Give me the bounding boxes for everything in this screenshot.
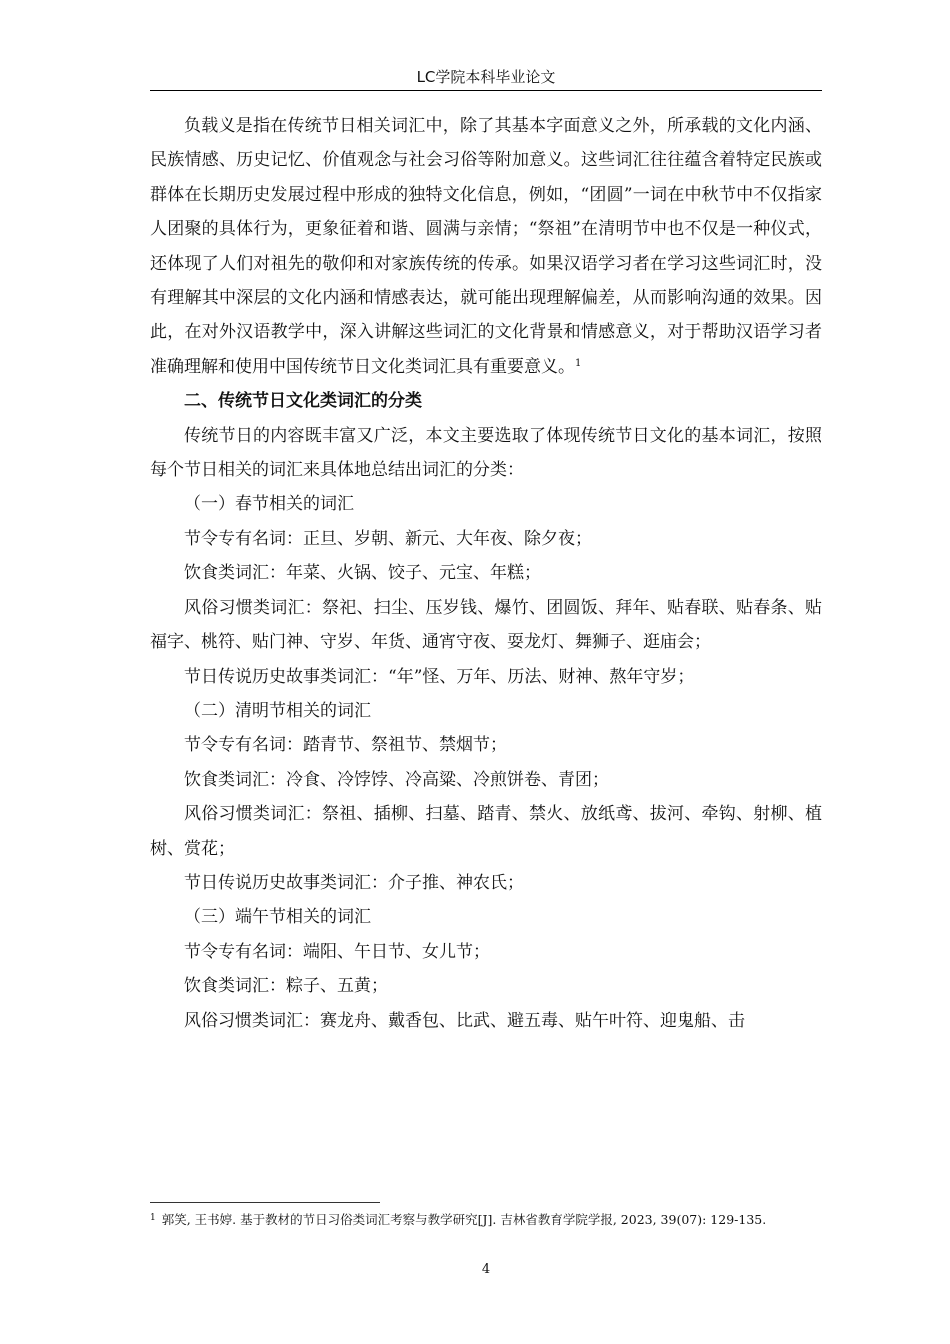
duanwu-names: 节令专有名词：端阳、午日节、女儿节； <box>184 941 490 962</box>
footnote-number: 1 <box>150 1213 156 1223</box>
duanwu-food: 饮食类词汇：粽子、五黄； <box>184 976 388 997</box>
main-content <box>150 109 822 1038</box>
page-number: 4 <box>481 1262 491 1277</box>
section-heading: 二、传统节日文化类词汇的分类 <box>184 391 422 412</box>
duanwu-customs: 风俗习惯类词汇：赛龙舟、戴香包、比武、避五毒、贴午叶符、迎鬼船、击 <box>184 1010 745 1031</box>
subsection-title-qingming: （二）清明节相关的词汇 <box>184 700 371 721</box>
header-rule <box>150 90 822 91</box>
intro-paragraph: 传统节日的内容既丰富又广泛，本文主要选取了体现传统节日文化的基本词汇，按照每个节日相关的词汇来具体地总结出词汇的分类： <box>150 425 822 481</box>
footnote-reference[interactable]: 1 <box>575 357 582 369</box>
running-header: LC学院本科毕业论文 <box>416 68 556 86</box>
footnote <box>150 1212 830 1228</box>
qingming-legends: 节日传说历史故事类词汇：介子推、神农氏； <box>184 872 524 893</box>
spring-customs: 风俗习惯类词汇：祭祀、扫尘、压岁钱、爆竹、团圆饭、拜年、贴春联、贴春条、贴福字、桃符、贴门神、守岁、年货、通宵守夜、耍龙灯、舞狮子、逛庙会； <box>150 597 822 653</box>
footnote-text: 郭笑, 王书婷. 基于教材的节日习俗类词汇考察与教学研究[J]. 吉林省教育学院学报, 2023, 39(07): 129-135. <box>161 1212 767 1227</box>
paragraph-load-meaning <box>150 109 822 384</box>
spring-names: 节令专有名词：正旦、岁朝、新元、大年夜、除夕夜； <box>184 528 592 549</box>
footnote-rule <box>150 1202 380 1203</box>
paragraph-text: 负载义是指在传统节日相关词汇中，除了其基本字面意义之外，所承载的文化内涵、民族情感、历史记忆、价值观念与社会习俗等附加意义。这些词汇往往蕴含着特定民族或群体在长期历史发展过程中形成的独特文化信息，例如，“团圆”一词在中秋节中不仅指家人团聚的具体行为，更象征着和谐、圆满与亲情；“祭祖”在清明节中也不仅是一种仪式，还体现了人们对祖先的敬仰和对家族传统的传承。如果汉语学习者在学习这些词汇时，没有理解其中深层的文化内涵和情感表达，就可能出现理解偏差，从而影响沟通的效果。因此，在对外汉语教学中，深入讲解这些词汇的文化背景和情感意义，对于帮助汉语学习者准确理解和使用中国传统节日文化类词汇具有重要意义。 <box>150 116 822 377</box>
subsection-title-spring: （一）春节相关的词汇 <box>184 494 354 515</box>
spring-legends: 节日传说历史故事类词汇：“年”怪、万年、历法、财神、熬年守岁； <box>184 666 695 687</box>
subsection-title-duanwu: （三）端午节相关的词汇 <box>184 907 371 928</box>
qingming-food: 饮食类词汇：冷食、冷饽饽、冷高粱、冷煎饼卷、青团； <box>184 769 609 790</box>
spring-food: 饮食类词汇：年菜、火锅、饺子、元宝、年糕； <box>184 563 541 584</box>
qingming-names: 节令专有名词：踏青节、祭祖节、禁烟节； <box>184 735 507 756</box>
qingming-customs: 风俗习惯类词汇：祭祖、插柳、扫墓、踏青、禁火、放纸鸢、拔河、牵钩、射柳、植树、赏花； <box>150 804 822 859</box>
